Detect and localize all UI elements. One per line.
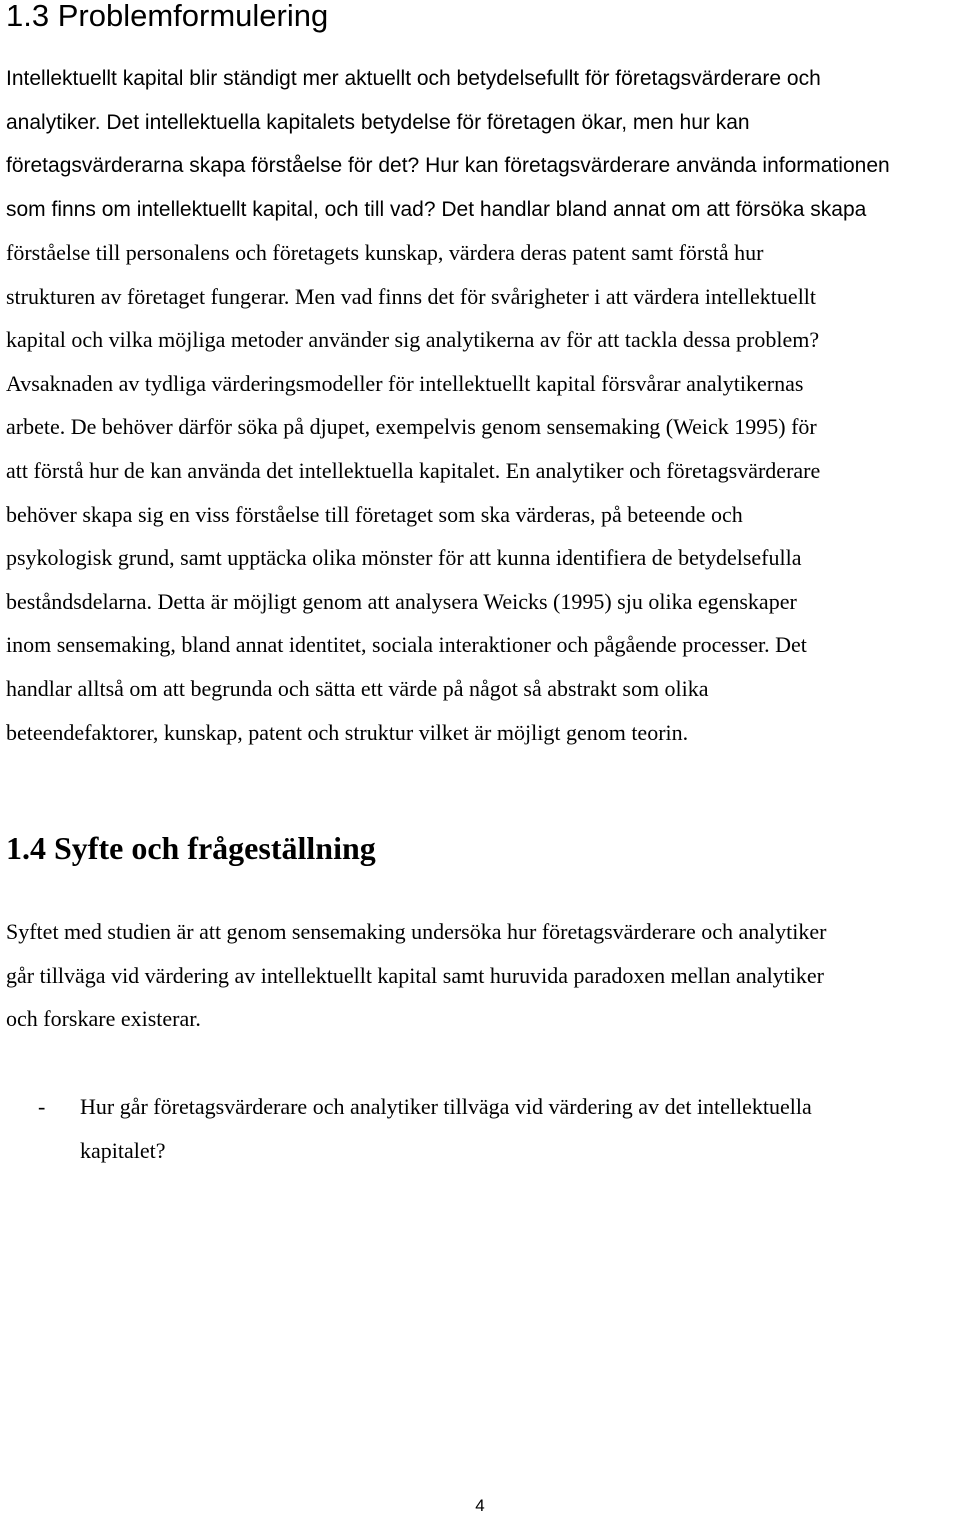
text-line: kapitalet? [80,1137,166,1163]
text-line: strukturen av företaget fungerar. Men vad finns det för svårigheter i att värdera intellektuellt [6,283,817,309]
paragraph-problemformulering-part2 [6,231,820,754]
section-heading-syfte: 1.4 Syfte och frågeställning [6,830,376,866]
text-line: förståelse till personalens och företagets kunskap, värdera deras patent samt förstå hur [6,240,764,265]
text-line: Hur går företagsvärderare och analytiker tillväga vid värdering av det intellektuella [80,1094,812,1119]
text-line: går tillväga vid värdering av intellektuellt kapital samt huruvida paradoxen mellan analytiker [6,962,824,988]
text-line: inom sensemaking, bland annat identitet, sociala interaktioner och pågående processer. Det [6,632,807,658]
text-line: Syftet med studien är att genom sensemaking undersöka hur företagsvärderare och analytiker [6,919,827,944]
paragraph-syfte [6,910,826,1041]
text-line: arbete. De behöver därför söka på djupet, exempelvis genom sensemaking (Weick 1995) för [6,414,817,440]
text-line: analytiker. Det intellektuella kapitalets betydelse för företagen ökar, men hur kan [6,110,750,134]
page-number: 4 [475,1496,485,1515]
text-line: beståndsdelarna. Detta är möjligt genom att analysera Weicks (1995) sju olika egenskaper [6,588,797,614]
text-line: kapital och vilka möjliga metoder använder sig analytikerna av för att tackla dessa problem? [6,327,820,353]
text-line: och forskare existerar. [6,1006,201,1032]
text-line: beteendefaktorer, kunskap, patent och struktur vilket är möjligt genom teorin. [6,719,689,745]
section-heading-problemformulering: 1.3 Problemformulering [6,0,329,33]
research-question-text [80,1085,812,1172]
list-dash-marker: - [38,1094,46,1119]
text-line: handlar alltså om att begrunda och sätta ett värde på något så abstrakt som olika [6,675,709,701]
text-line: att förstå hur de kan använda det intellektuella kapitalet. En analytiker och företagsvärderare [6,457,821,483]
text-line: Intellektuellt kapital blir ständigt mer aktuellt och betydelsefullt för företagsvärderare och [6,67,821,90]
text-line: Avsaknaden av tydliga värderingsmodeller för intellektuellt kapital försvårar analytikernas [6,370,804,396]
text-line: som finns om intellektuellt kapital, och till vad? Det handlar bland annat om att försöka skapa [6,197,867,221]
text-line: psykologisk grund, samt upptäcka olika mönster för att kunna identifiera de betydelsefulla [6,545,802,571]
paragraph-problemformulering-part1 [6,57,890,231]
text-line: företagsvärderarna skapa förståelse för det? Hur kan företagsvärderare använda informationen [6,154,890,178]
text-line: behöver skapa sig en viss förståelse till företaget som ska värderas, på beteende och [6,501,743,527]
